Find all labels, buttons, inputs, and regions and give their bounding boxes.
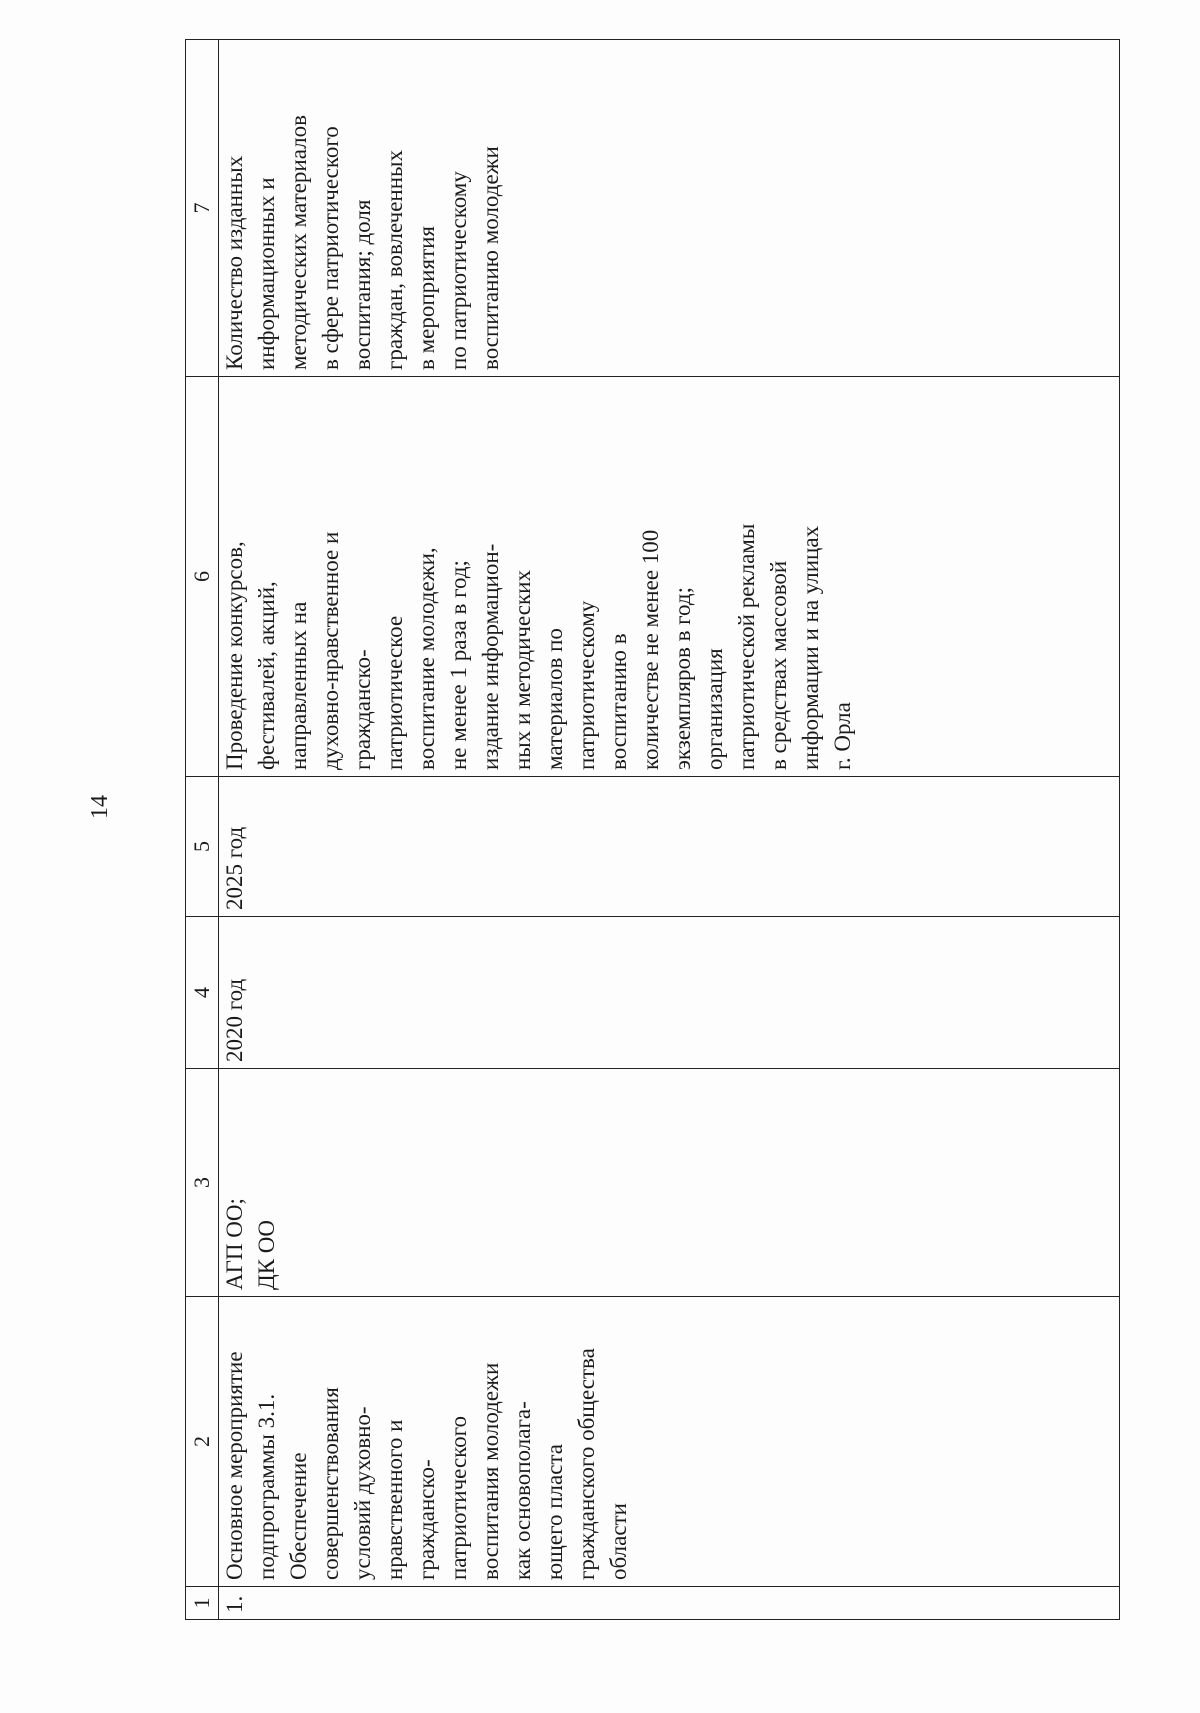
header-col-1: 1 [186,1587,219,1620]
header-col-3: 3 [186,1069,219,1297]
program-table [185,39,1120,1620]
header-col-5: 5 [186,777,219,917]
cell-end-year: 2025 год [219,777,1120,917]
table-row [219,40,1120,1620]
header-col-6: 6 [186,377,219,777]
cell-event-name: Основное мероприятие подпрограммы 3.1. Обеспечение совершенствования условий духовно- нравственного и гражданско- патриотического воспитания молодежи как основополага- ющего пласта гражданского общества области [219,1297,1120,1587]
header-row [186,40,219,1620]
header-col-4: 4 [186,917,219,1069]
cell-expected-result: Проведение конкурсов, фестивалей, акций, направленных на духовно-нравственное и гражданско- патриотическое воспитание молодежи, не менее 1 раза в год; издание информацион- ных и методических материалов по патриотическому воспитанию в количестве не менее 100 экземпляров в год; организация патриотической рекламы в средствах массовой информации и на улицах г. Орла [219,377,1120,777]
header-col-7: 7 [186,40,219,377]
page-number: 14 [87,795,113,819]
cell-row-number: 1. [219,1587,1120,1620]
cell-start-year: 2020 год [219,917,1120,1069]
cell-indicators: Количество изданных информационных и методических материалов в сфере патриотического воспитания; доля граждан, вовлеченных в мероприятия по патриотическому воспитанию молодежи [219,40,1120,377]
cell-executor: АГП ОО; ДК ОО [219,1069,1120,1297]
header-col-2: 2 [186,1297,219,1587]
rotated-table-frame [185,40,1120,1620]
